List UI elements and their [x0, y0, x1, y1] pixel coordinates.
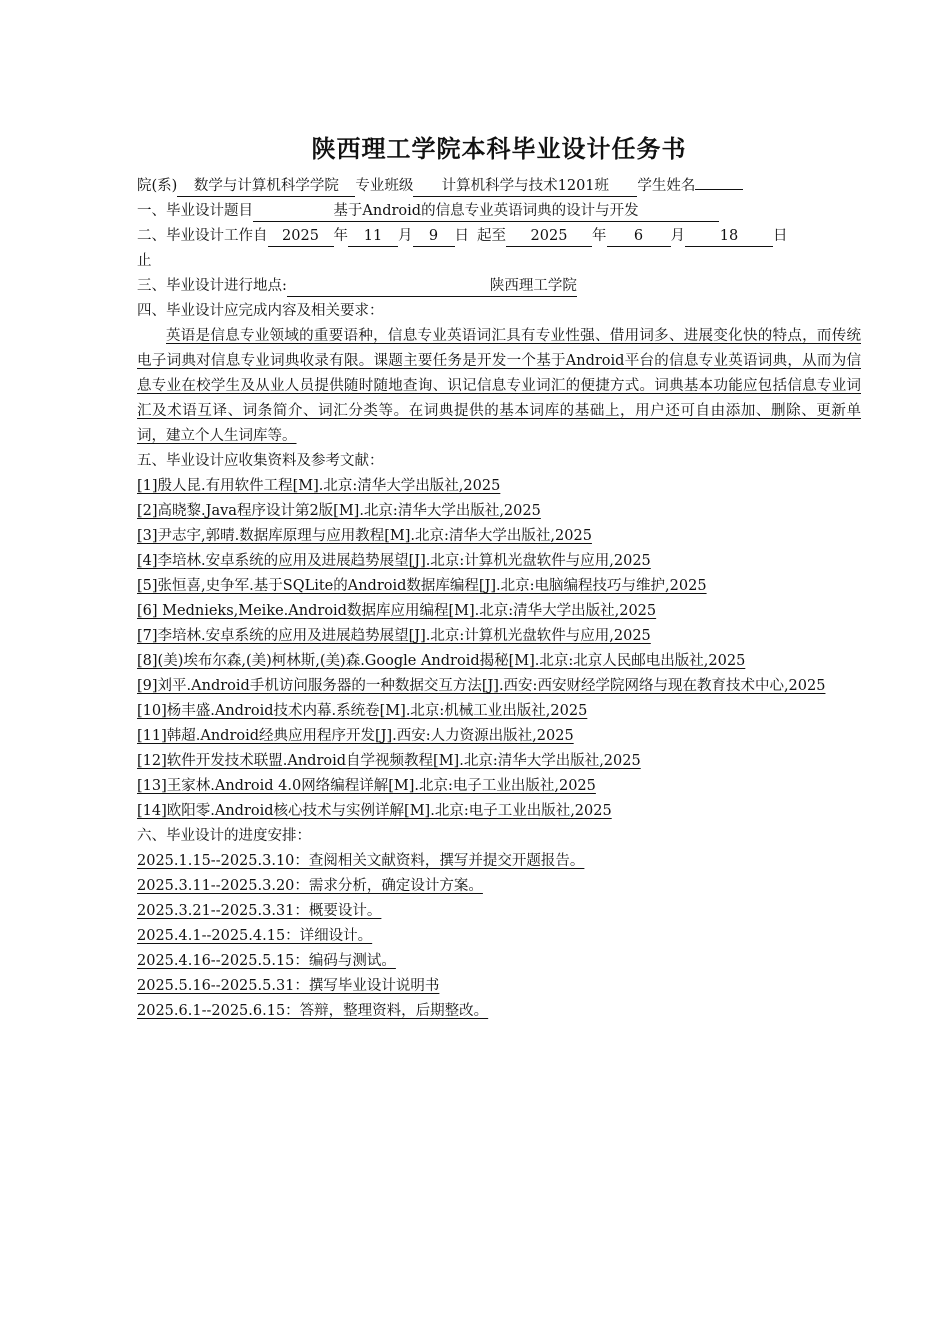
- reference-item: [2]高晓黎.Java程序设计第2版[M].北京:清华大学出版社,2025: [137, 503, 541, 519]
- header-row: [137, 174, 861, 199]
- reference-item: [6] Mednieks,Meike.Android数据库应用编程[M].北京:清华大学出版社,2025: [137, 603, 657, 619]
- reference-item: [9]刘平.Android手机访问服务器的一种数据交互方法[J].西安:西安财经学院网络与现在教育技术中心,2025: [137, 678, 826, 694]
- dept-label: 院(系): [137, 178, 178, 194]
- start-day-char: 日: [454, 228, 469, 244]
- schedule-item: 2025.4.1--2025.4.15：详细设计。: [137, 928, 373, 944]
- class-value: 计算机科学与技术1201班: [413, 177, 637, 197]
- schedule-item: 2025.5.16--2025.5.31：撰写毕业设计说明书: [137, 978, 440, 994]
- dept-value: 数学与计算机科学学院: [177, 177, 355, 197]
- topic-row: [137, 199, 861, 224]
- name-value: [695, 189, 743, 190]
- start-year: 2025: [268, 227, 334, 247]
- to-label: 起至: [477, 228, 506, 244]
- period-end-row: [137, 249, 861, 274]
- schedule-item: 2025.4.16--2025.5.15：编码与测试。: [137, 953, 396, 969]
- location-row: [137, 274, 861, 299]
- period-label: 二、毕业设计工作自: [137, 228, 268, 244]
- reference-item: [1]殷人昆.有用软件工程[M].北京:清华大学出版社,2025: [137, 478, 501, 494]
- reference-item: [13]王家林.Android 4.0网络编程详解[M].北京:电子工业出版社,2025: [137, 778, 596, 794]
- references-heading: 五、毕业设计应收集资料及参考文献：: [137, 453, 384, 469]
- start-day: 9: [413, 227, 455, 247]
- reference-item: [4]李培林.安卓系统的应用及进展趋势展望[J].北京:计算机光盘软件与应用,2025: [137, 553, 651, 569]
- document-title: 陕西理工学院本科毕业设计任务书: [311, 135, 687, 163]
- topic-label: 一、毕业设计题目: [137, 203, 253, 219]
- schedule-item: 2025.3.21--2025.3.31：概要设计。: [137, 903, 382, 919]
- end-month: 6: [607, 227, 671, 247]
- reference-item: [14]欧阳零.Android核心技术与实例详解[M].北京:电子工业出版社,2025: [137, 803, 612, 819]
- document-body: [137, 174, 861, 1024]
- reference-item: [3]尹志宇,郭晴.数据库原理与应用教程[M].北京:清华大学出版社,2025: [137, 528, 592, 544]
- reference-item: [7]李培林.安卓系统的应用及进展趋势展望[J].北京:计算机光盘软件与应用,2025: [137, 628, 651, 644]
- end-day: 18: [685, 227, 773, 247]
- start-year-char: 年: [333, 228, 348, 244]
- location-label: 三、毕业设计进行地点:: [137, 278, 287, 294]
- location-value: 陕西理工学院: [287, 277, 577, 297]
- requirements-heading: 四、毕业设计应完成内容及相关要求：: [137, 303, 384, 319]
- requirements-text: 英语是信息专业领域的重要语种，信息专业英语词汇具有专业性强、借用词多、进展变化快的特点，而传统电子词典对信息专业词典收录有限。课题主要任务是开发一个基于Android平台的信息专业英语词典，从而为信息专业在校学生及从业人员提供随时随地查询、识记信息专业词汇的便捷方式。词典基本功能应包括信息专业词汇及术语互译、词条简介、词汇分类等。在词典提供的基本词库的基础上，用户还可自由添加、删除、更新单词，建立个人生词库等。: [137, 328, 861, 444]
- end-year-char: 年: [592, 228, 607, 244]
- reference-item: [10]杨丰盛.Android技术内幕.系统卷[M].北京:机械工业出版社,2025: [137, 703, 588, 719]
- topic-value: 基于Android的信息专业英语词典的设计与开发: [253, 202, 719, 222]
- reference-item: [5]张恒喜,史争军.基于SQLite的Android数据库编程[J].北京:电脑编程技巧与维护,2025: [137, 578, 707, 594]
- name-label: 学生姓名: [637, 178, 696, 194]
- schedule-heading: 六、毕业设计的进度安排：: [137, 828, 311, 844]
- end-month-char: 月: [670, 228, 685, 244]
- end-day-char: 日: [773, 228, 788, 244]
- schedule-item: 2025.1.15--2025.3.10：查阅相关文献资料，撰写并提交开题报告。: [137, 853, 585, 869]
- reference-item: [11]韩超.Android经典应用程序开发[J].西安:人力资源出版社,2025: [137, 728, 574, 744]
- period-row: [137, 224, 861, 249]
- schedule-item: 2025.6.1--2025.6.15：答辩，整理资料，后期整改。: [137, 1003, 489, 1019]
- schedule-item: 2025.3.11--2025.3.20：需求分析，确定设计方案。: [137, 878, 483, 894]
- reference-item: [12]软件开发技术联盟.Android自学视频教程[M].北京:清华大学出版社,2025: [137, 753, 641, 769]
- class-label: 专业班级: [355, 178, 414, 194]
- reference-item: [8](美)埃布尔森,(美)柯林斯,(美)森.Google Android揭秘[M].北京:北京人民邮电出版社,2025: [137, 653, 746, 669]
- end-year: 2025: [506, 227, 592, 247]
- start-month: 11: [348, 227, 398, 247]
- period-end-char: 止: [137, 253, 152, 269]
- start-month-char: 月: [398, 228, 413, 244]
